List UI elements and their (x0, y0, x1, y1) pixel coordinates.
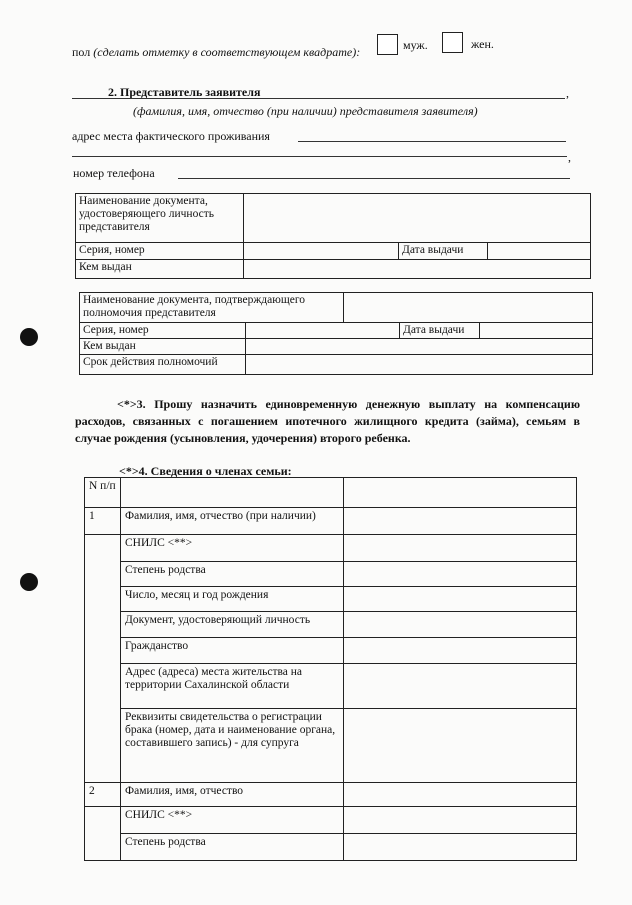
row-field[interactable] (344, 834, 577, 861)
phone-line[interactable] (178, 178, 570, 179)
row-num: 1 (85, 508, 121, 535)
issue-date-field[interactable] (488, 243, 591, 260)
row-label: Фамилия, имя, отчество (при наличии) (121, 508, 344, 535)
row-label: Реквизиты свидетельства о регистрации брака (номер, дата и наименование органа, составившего запись) - для супруга (121, 709, 344, 783)
male-checkbox[interactable] (377, 34, 398, 55)
issued-by-field[interactable] (244, 260, 591, 279)
row-label: СНИЛС <**> (121, 807, 344, 834)
authority-doc-label: Наименование документа, подтверждающего полномочия представителя (80, 293, 344, 323)
row-num: 2 (85, 783, 121, 807)
phone-label: номер телефона (73, 166, 155, 180)
section4-title: <*>4. Сведения о членах семьи: (119, 464, 292, 478)
row-field[interactable] (344, 709, 577, 783)
doc-name-label: Наименование документа, удостоверяющего личность представителя (76, 194, 244, 243)
row-num (85, 535, 121, 783)
row-field[interactable] (344, 612, 577, 638)
row-label: Степень родства (121, 834, 344, 861)
family-members-table (84, 477, 577, 861)
row-field[interactable] (344, 664, 577, 709)
row-label: СНИЛС <**> (121, 535, 344, 562)
validity-field[interactable] (246, 355, 593, 375)
issued-by-label: Кем выдан (76, 260, 244, 279)
section2-title: 2. Представитель заявителя (108, 85, 261, 99)
issued-by-label: Кем выдан (80, 339, 246, 355)
row-field[interactable] (344, 508, 577, 535)
gender-hint: (сделать отметку в соответствующем квадрате): (93, 45, 361, 59)
row-field[interactable] (344, 562, 577, 587)
header-blank (121, 478, 344, 508)
issue-date-label: Дата выдачи (400, 323, 480, 339)
male-label: муж. (403, 38, 428, 52)
row-field[interactable] (344, 783, 577, 807)
row-label: Гражданство (121, 638, 344, 664)
series-field[interactable] (246, 323, 400, 339)
issue-date-label: Дата выдачи (399, 243, 488, 260)
series-field[interactable] (244, 243, 399, 260)
row-num (85, 807, 121, 861)
comma: , (566, 86, 569, 100)
section3-text: <*>3. Прошу назначить единовременную денежную выплату на компенсацию расходов, связанных с погашением ипотечного жилищного кредита (займа), семьям в случае рождения (усыновления, удочерения) второго ребенка. (75, 397, 580, 445)
gender-label: пол (сделать отметку в соответствующем квадрате): (72, 45, 361, 59)
col-num-header: N п/п (85, 478, 121, 508)
row-field[interactable] (344, 535, 577, 562)
punch-hole (20, 328, 38, 346)
female-label: жен. (471, 37, 494, 51)
row-field[interactable] (344, 638, 577, 664)
comma: , (568, 150, 571, 164)
row-label: Адрес (адреса) места жительства на территории Сахалинской области (121, 664, 344, 709)
representative-doc-table (75, 193, 591, 279)
series-label: Серия, номер (80, 323, 246, 339)
header-blank (344, 478, 577, 508)
row-field[interactable] (344, 807, 577, 834)
issued-by-field[interactable] (246, 339, 593, 355)
authority-doc-field[interactable] (344, 293, 593, 323)
series-label: Серия, номер (76, 243, 244, 260)
address-label: адрес места фактического проживания (72, 129, 270, 143)
row-label: Число, месяц и год рождения (121, 587, 344, 612)
representative-name-hint: (фамилия, имя, отчество (при наличии) представителя заявителя) (133, 104, 478, 118)
female-checkbox[interactable] (442, 32, 463, 53)
row-label: Фамилия, имя, отчество (121, 783, 344, 807)
row-label: Документ, удостоверяющий личность (121, 612, 344, 638)
validity-label: Срок действия полномочий (80, 355, 246, 375)
punch-hole (20, 573, 38, 591)
row-label: Степень родства (121, 562, 344, 587)
representative-name-line[interactable] (72, 98, 565, 99)
authority-doc-table (79, 292, 593, 375)
row-field[interactable] (344, 587, 577, 612)
doc-name-field[interactable] (244, 194, 591, 243)
address-line-2[interactable] (72, 156, 567, 157)
issue-date-field[interactable] (480, 323, 593, 339)
address-line-1[interactable] (298, 141, 566, 142)
